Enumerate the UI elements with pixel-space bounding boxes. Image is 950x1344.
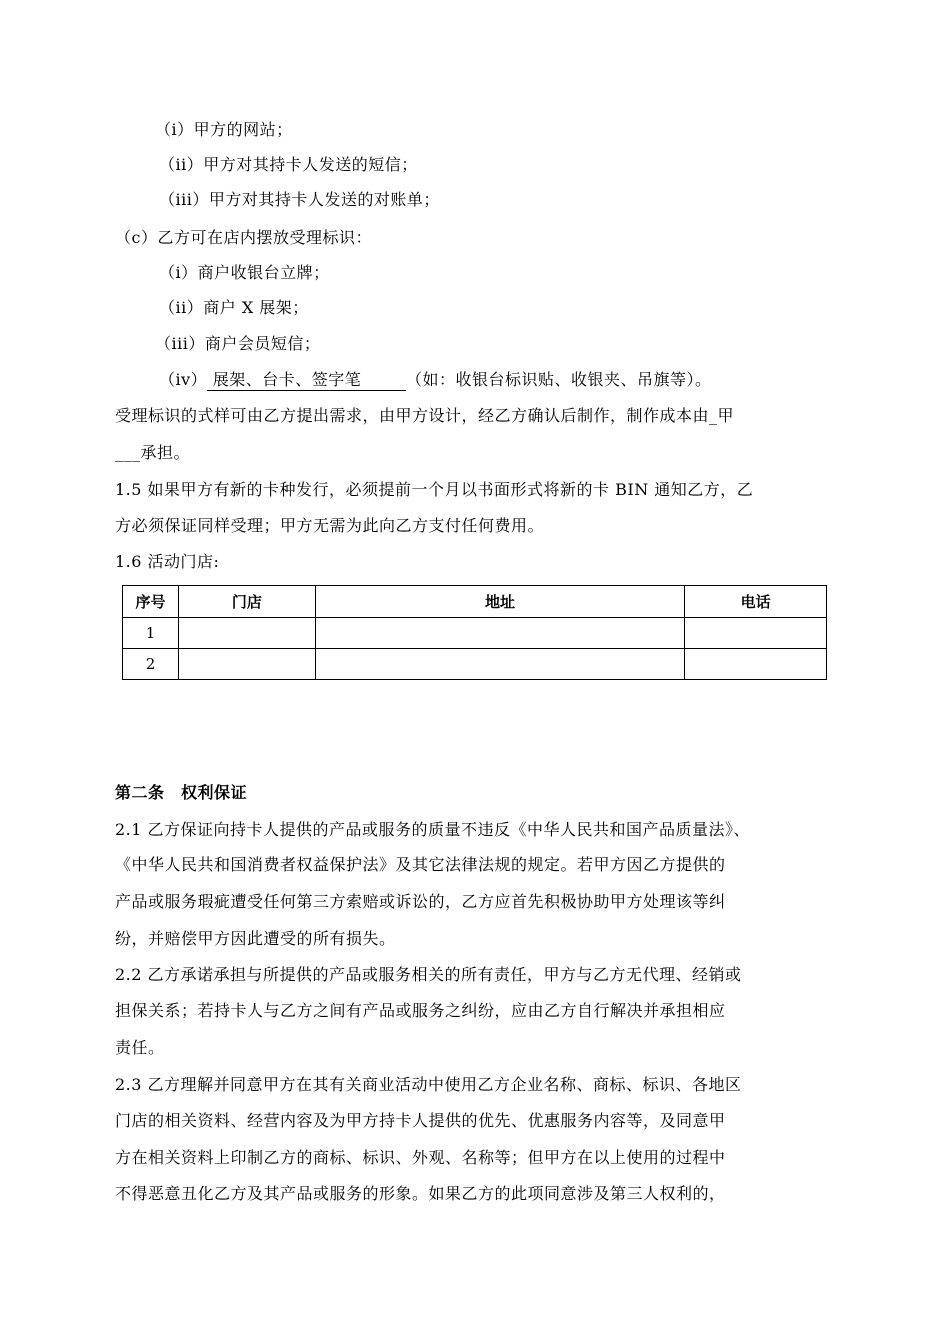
section-2-1-line-2: 《中华人民共和国消费者权益保护法》及其它法律法规的规定。若甲方因乙方提供的: [115, 855, 726, 874]
section-2-1-line-4: 纷，并赔偿甲方因此遭受的所有损失。: [115, 929, 396, 948]
clause-a-iii: （iii）甲方对其持卡人发送的对账单；: [159, 190, 440, 209]
clause-a-i: （i）甲方的网站；: [155, 120, 293, 139]
cell-phone: [685, 618, 827, 649]
col-header-phone: 电话: [685, 586, 827, 618]
cell-index: 1: [123, 618, 179, 649]
clause-c-i: （i）商户收银台立牌；: [159, 263, 330, 282]
clause-c-iv-prefix: （iv）: [159, 370, 208, 389]
cost-line-1: 受理标识的式样可由乙方提出需求，由甲方设计，经乙方确认后制作，制作成本由_甲: [115, 406, 735, 425]
section-2-1-line-3: 产品或服务瑕疵遭受任何第三方索赔或诉讼的，乙方应首先积极协助甲方处理该等纠: [115, 892, 726, 911]
cell-store: [178, 649, 315, 680]
clause-c-iv-fill: 展架、台卡、签字笔: [207, 370, 406, 389]
section-1-5-line-1: 1.5 如果甲方有新的卡种发行，必须提前一个月以书面形式将新的卡 BIN 通知乙方，乙: [115, 480, 754, 499]
clause-c-ii: （ii）商户 X 展架；: [159, 298, 309, 317]
clause-c: （c）乙方可在店内摆放受理标识：: [115, 228, 372, 247]
cell-address: [315, 649, 684, 680]
cell-phone: [685, 649, 827, 680]
section-2-2-line-3: 责任。: [115, 1038, 165, 1057]
section-1-6-title: 1.6 活动门店:: [115, 552, 220, 571]
cell-address: [315, 618, 684, 649]
section-2-2-line-2: 担保关系；若持卡人与乙方之间有产品或服务之纠纷，应由乙方自行解决并承担相应: [115, 1001, 726, 1020]
table-row: [123, 618, 827, 649]
stores-table: [122, 585, 827, 680]
section-2-1-line-1: 2.1 乙方保证向持卡人提供的产品或服务的质量不违反《中华人民共和国产品质量法》、: [115, 820, 751, 839]
col-header-store: 门店: [178, 586, 315, 618]
table-row: [123, 649, 827, 680]
section-2-2-line-1: 2.2 乙方承诺承担与所提供的产品或服务相关的所有责任，甲方与乙方无代理、经销或: [115, 965, 742, 984]
cost-line-2: ___承担。: [115, 443, 191, 462]
col-header-index: 序号: [123, 586, 179, 618]
section-2-3-line-2: 门店的相关资料、经营内容及为甲方持卡人提供的优先、优惠服务内容等，及同意甲: [115, 1111, 726, 1130]
clause-c-iii: （iii）商户会员短信；: [155, 334, 321, 353]
cell-store: [178, 618, 315, 649]
clause-c-iv: [159, 370, 711, 391]
col-header-address: 地址: [315, 586, 684, 618]
section-2-3-line-4: 不得恶意丑化乙方及其产品或服务的形象。如果乙方的此项同意涉及第三人权利的，: [115, 1184, 726, 1203]
clause-a-ii: （ii）甲方对其持卡人发送的短信；: [159, 155, 418, 174]
section-1-5-line-2: 方必须保证同样受理；甲方无需为此向乙方支付任何费用。: [115, 516, 545, 535]
section-2-3-line-1: 2.3 乙方理解并同意甲方在其有关商业活动中使用乙方企业名称、商标、标识、各地区: [115, 1075, 742, 1094]
article-2-heading: 第二条 权利保证: [115, 783, 248, 802]
cell-index: 2: [123, 649, 179, 680]
section-2-3-line-3: 方在相关资料上印制乙方的商标、标识、外观、名称等；但甲方在以上使用的过程中: [115, 1148, 726, 1167]
clause-c-iv-suffix: （如：收银台标识贴、收银夹、吊旗等）。: [405, 370, 712, 389]
table-header-row: [123, 586, 827, 618]
